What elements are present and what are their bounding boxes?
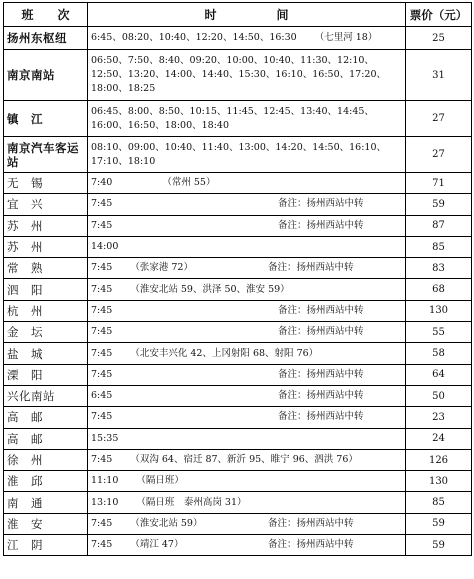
departure-times: 7:45: [91, 347, 113, 359]
price-cell: 83: [406, 258, 472, 279]
station-cell: 泗 阳: [4, 279, 88, 300]
price-cell: 64: [406, 364, 472, 385]
price-cell: 130: [406, 471, 472, 492]
table-row: [4, 385, 472, 406]
table-row: [4, 428, 472, 449]
departure-times: 6:45、08:20、10:40、12:20、14:50、16:30: [91, 32, 297, 43]
departure-times: 7:45: [91, 326, 113, 338]
price-cell: 27: [406, 137, 472, 173]
price-cell: 59: [406, 194, 472, 215]
station-cell: 南京南站: [4, 50, 88, 101]
time-cell: [88, 137, 406, 173]
station-cell: 高 邮: [4, 407, 88, 428]
station-cell: 苏 州: [4, 215, 88, 236]
route-note: （隔日班）: [136, 475, 184, 487]
price-cell: 130: [406, 300, 472, 321]
station-cell: 溧 阳: [4, 364, 88, 385]
station-cell: 金 坛: [4, 322, 88, 343]
time-cell: [88, 173, 406, 194]
price-cell: 85: [406, 492, 472, 513]
station-cell: 南京汽车客运站: [4, 137, 88, 173]
table-row: [4, 492, 472, 513]
time-cell: [88, 364, 406, 385]
time-cell: [88, 236, 406, 257]
price-cell: 59: [406, 535, 472, 556]
departure-times: 7:45: [91, 262, 113, 274]
departure-times: 7:45: [91, 454, 113, 465]
table-row: [4, 343, 472, 364]
time-cell: [88, 492, 406, 513]
time-cell: [88, 279, 406, 300]
transfer-remark: 备注：扬州西站中转: [278, 304, 364, 316]
time-cell: [88, 101, 406, 137]
price-cell: 58: [406, 343, 472, 364]
time-cell: [88, 322, 406, 343]
departure-times: 14:00: [91, 241, 119, 253]
table-row: [4, 279, 472, 300]
station-cell: 南 通: [4, 492, 88, 513]
departure-times: 7:45: [91, 411, 113, 423]
time-cell: [88, 428, 406, 449]
time-cell: [88, 385, 406, 406]
station-cell: 常 熟: [4, 258, 88, 279]
route-note: （淮安北站 59）: [130, 517, 203, 529]
header-station: 班 次: [4, 3, 88, 27]
departure-times: 7:45: [91, 368, 113, 380]
departure-times: 7:45: [91, 198, 113, 210]
departure-times: 13:10: [91, 496, 119, 508]
time-cell: [88, 258, 406, 279]
departure-times: 11:10: [91, 475, 119, 487]
station-cell: 淮 安: [4, 513, 88, 534]
time-cell: [88, 471, 406, 492]
departure-times: 06:50、7:50、8:40、09:20、10:00、10:40、11:30、12:10、12:50、13:20、14:00、14:40、15:30、16:10、16:50、17:20、18:00、18:25: [91, 55, 387, 94]
transfer-remark: 备注：扬州西站中转: [268, 539, 354, 551]
departure-times: 7:45: [91, 517, 113, 529]
table-row: [4, 50, 472, 101]
price-cell: 25: [406, 27, 472, 50]
station-cell: 盐 城: [4, 343, 88, 364]
table-row: [4, 364, 472, 385]
time-cell: [88, 27, 406, 50]
station-cell: 杭 州: [4, 300, 88, 321]
route-note: （张家港 72）: [130, 262, 193, 274]
price-cell: 85: [406, 236, 472, 257]
station-cell: 无 锡: [4, 173, 88, 194]
transfer-remark: 备注：扬州西站中转: [278, 326, 364, 338]
price-cell: 59: [406, 513, 472, 534]
table-row: [4, 27, 472, 50]
route-note: （淮安北站 59、洪泽 50、淮安 59）: [130, 283, 290, 295]
station-cell: 苏 州: [4, 236, 88, 257]
departure-times: 06:45、8:00、8:50、10:15、11:45、12:45、13:40、14:45、16:00、16:50、18:00、18:40: [91, 105, 374, 131]
time-cell: [88, 215, 406, 236]
table-row: [4, 258, 472, 279]
route-note: （靖江 47）: [130, 539, 184, 551]
transfer-remark: 备注：扬州西站中转: [268, 517, 354, 529]
transfer-remark: 备注：扬州西站中转: [278, 390, 364, 402]
time-cell: [88, 50, 406, 101]
station-cell: 宜 兴: [4, 194, 88, 215]
header-row: [4, 3, 472, 27]
departure-times: 6:45: [91, 390, 113, 402]
departure-times: 7:45: [91, 539, 113, 551]
price-cell: 50: [406, 385, 472, 406]
transfer-remark: 备注：扬州西站中转: [278, 368, 364, 380]
time-cell: [88, 343, 406, 364]
price-cell: 126: [406, 449, 472, 470]
table-row: [4, 137, 472, 173]
route-note: （双沟 64、宿迁 87、新沂 95、睢宁 96、泗洪 76）: [130, 454, 358, 465]
table-row: [4, 513, 472, 534]
time-cell: [88, 300, 406, 321]
station-cell: 徐 州: [4, 449, 88, 470]
price-cell: 68: [406, 279, 472, 300]
route-note: （七里河 18）: [314, 32, 378, 43]
schedule-sheet: [3, 2, 472, 556]
station-cell: 兴化南站: [4, 385, 88, 406]
transfer-remark: 备注：扬州西站中转: [278, 411, 364, 423]
route-note: （常州 55）: [162, 177, 216, 189]
route-note: （隔日班 泰州高岗 31）: [136, 496, 247, 508]
price-cell: 23: [406, 407, 472, 428]
transfer-remark: 备注：扬州西站中转: [278, 219, 364, 231]
route-note: （北安丰兴化 42、上冈射阳 68、射阳 76）: [130, 347, 319, 359]
table-row: [4, 194, 472, 215]
station-cell: 扬州东枢纽: [4, 27, 88, 50]
time-cell: [88, 535, 406, 556]
time-cell: [88, 194, 406, 215]
station-cell: 淮 邱: [4, 471, 88, 492]
table-row: [4, 101, 472, 137]
table-row: [4, 535, 472, 556]
transfer-remark: 备注：扬州西站中转: [278, 198, 364, 210]
transfer-remark: 备注：扬州西站中转: [268, 262, 354, 274]
departure-times: 7:45: [91, 219, 113, 231]
bus-schedule-table: [3, 2, 472, 556]
station-cell: 高 邮: [4, 428, 88, 449]
departure-times: 7:45: [91, 283, 113, 295]
table-row: [4, 471, 472, 492]
header-time: 时 间: [88, 3, 406, 27]
station-cell: 镇 江: [4, 101, 88, 137]
price-cell: 24: [406, 428, 472, 449]
departure-times: 08:10、09:00、10:40、11:40、13:00、14:20、14:50、16:10、17:10、18:10: [91, 141, 387, 167]
price-cell: 31: [406, 50, 472, 101]
table-row: [4, 322, 472, 343]
table-row: [4, 449, 472, 470]
price-cell: 71: [406, 173, 472, 194]
header-price: 票价（元）: [406, 3, 472, 27]
table-row: [4, 173, 472, 194]
table-row: [4, 215, 472, 236]
time-cell: [88, 513, 406, 534]
departure-times: 7:45: [91, 304, 113, 316]
price-cell: 87: [406, 215, 472, 236]
table-row: [4, 236, 472, 257]
time-cell: [88, 449, 406, 470]
table-row: [4, 407, 472, 428]
departure-times: 15:35: [91, 432, 119, 444]
time-cell: [88, 407, 406, 428]
table-row: [4, 300, 472, 321]
departure-times: 7:40: [91, 177, 113, 189]
price-cell: 27: [406, 101, 472, 137]
price-cell: 55: [406, 322, 472, 343]
station-cell: 江 阴: [4, 535, 88, 556]
